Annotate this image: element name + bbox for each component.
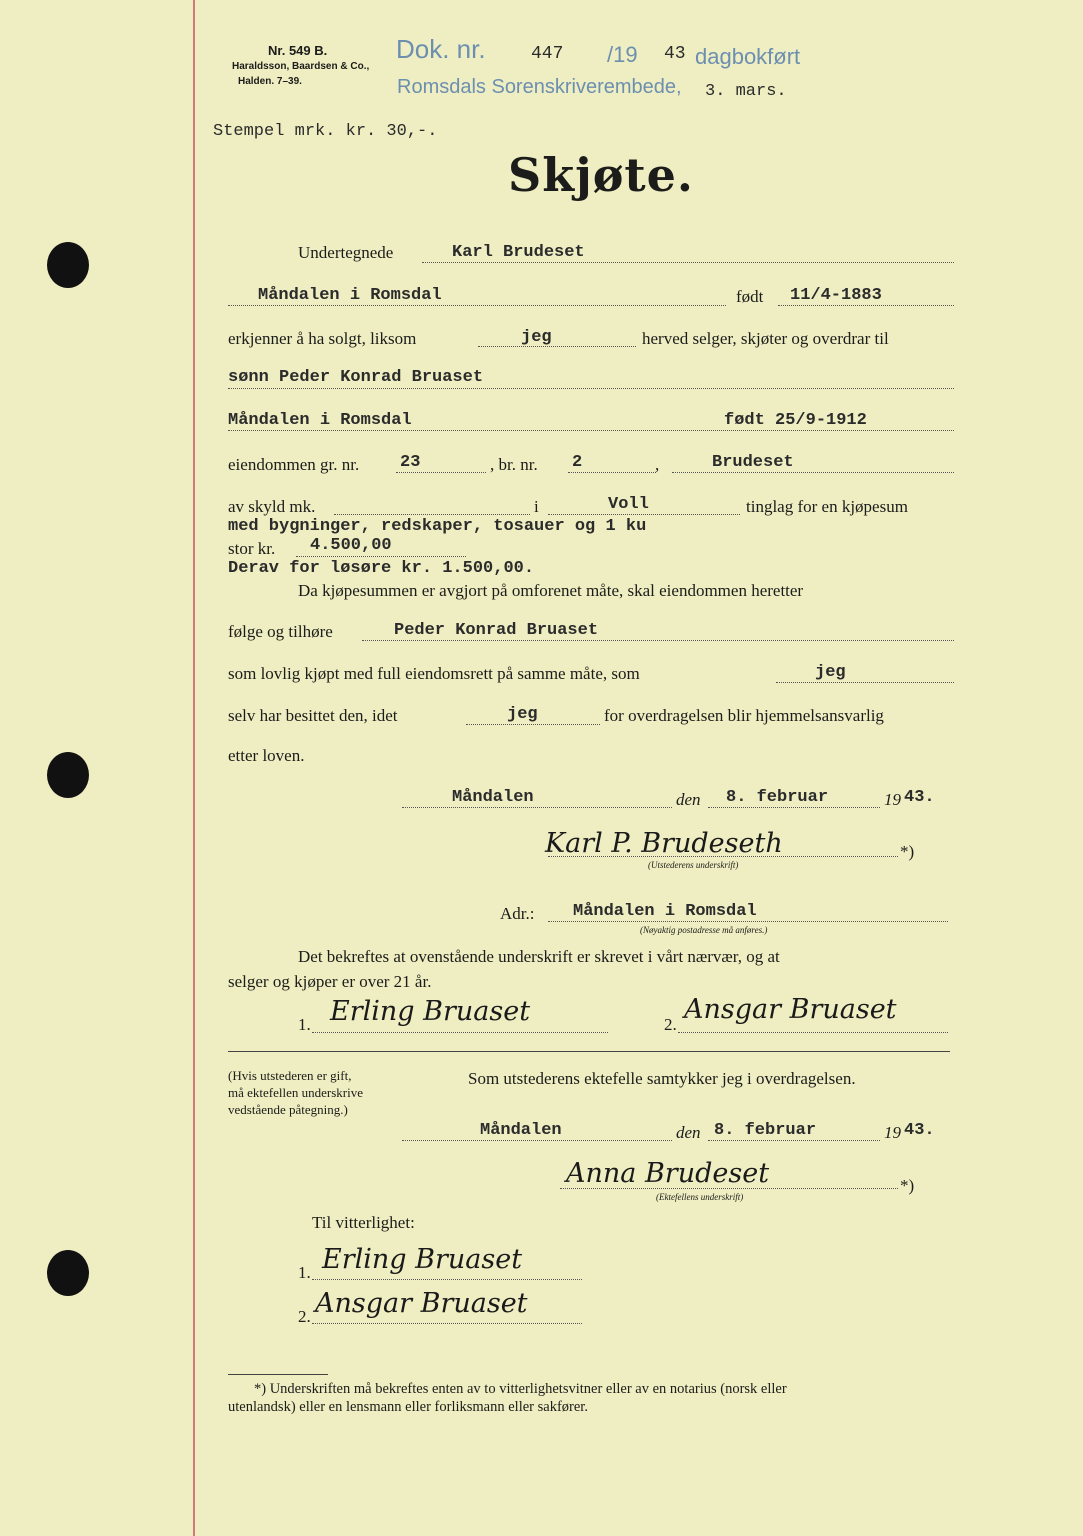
date2-date-field <box>708 1140 880 1141</box>
spouse-signature: Anna Brudeset <box>566 1158 770 1189</box>
seller-name: Karl Brudeset <box>452 243 585 262</box>
seller-name-field <box>422 262 954 263</box>
buyer-place-field <box>228 430 954 431</box>
date1-year-prefix: 19 <box>884 790 901 809</box>
farm-name: Brudeset <box>712 453 794 472</box>
date2-place-field <box>402 1140 672 1141</box>
confirm-line-2: selger og kjøper er over 21 år. <box>228 972 432 991</box>
address-caption: (Nøyaktig postadresse må anføres.) <box>640 925 768 935</box>
pronoun1-field <box>478 346 636 347</box>
footnote-line-1: *) Underskriften må bekreftes enten av to vitterlighetsvitner eller av en notarius (norsk eller <box>254 1381 787 1397</box>
vitterlighet-sig2: Ansgar Bruaset <box>315 1288 528 1319</box>
date1-date-field <box>708 807 880 808</box>
etter-label: etter loven. <box>228 746 305 765</box>
signature1-caption: (Utstederens underskrift) <box>648 860 739 870</box>
address-label: Adr.: <box>500 904 535 923</box>
pronoun3: jeg <box>507 705 538 724</box>
erkjenner-label: erkjenner å ha solgt, liksom <box>228 329 417 348</box>
page-title: Skjøte. <box>508 148 694 202</box>
address-value: Måndalen i Romsdal <box>573 902 757 921</box>
tinglag: Voll <box>608 495 649 514</box>
date2-den: den <box>676 1123 701 1142</box>
buyer-place: Måndalen i Romsdal <box>228 411 412 430</box>
price: 4.500,00 <box>310 536 392 555</box>
address-field <box>548 921 948 922</box>
stamp-dagbok: dagbokført <box>695 44 801 69</box>
selv-label: selv har besittet den, idet <box>228 706 398 725</box>
pronoun1: jeg <box>521 328 552 347</box>
derav-line: Derav for løsøre kr. 1.500,00. <box>228 559 535 578</box>
seller-signature-line <box>548 856 898 857</box>
punch-hole <box>47 1250 89 1296</box>
confirm-n2: 2. <box>664 1015 677 1034</box>
gr-nr-field <box>396 472 486 473</box>
printer-line-1: Haraldsson, Baardsen & Co., <box>232 61 370 72</box>
punch-hole <box>47 752 89 798</box>
skyld-field <box>334 514 530 515</box>
date1-den: den <box>676 790 701 809</box>
date1-year: 43. <box>904 788 935 807</box>
vitterlighet-sig1-line <box>312 1279 582 1280</box>
stamp-office: Romsdals Sorenskriverembede, <box>397 76 682 98</box>
date2-place: Måndalen <box>480 1121 562 1140</box>
spouse-note-1: (Hvis utstederen er gift, <box>228 1068 352 1083</box>
seller-born-field <box>778 305 954 306</box>
comma: , <box>655 455 660 474</box>
confirm-n1: 1. <box>298 1015 311 1034</box>
i-label: i <box>534 497 539 516</box>
br-nr: 2 <box>572 453 583 472</box>
fodt-label: født <box>736 287 764 306</box>
printer-line-2: Halden. 7–39. <box>238 76 302 87</box>
stamp-date: 3. mars. <box>705 82 787 101</box>
spouse-caption: (Ektefellens underskrift) <box>656 1192 744 1202</box>
seller-place-field <box>228 305 726 306</box>
folge-label: følge og tilhøre <box>228 622 333 641</box>
seller-place: Måndalen i Romsdal <box>258 286 442 305</box>
confirm-sig2-line <box>678 1032 948 1033</box>
seller-signature: Karl P. Brudeseth <box>545 828 783 859</box>
buyer-field <box>228 388 954 389</box>
confirm-line-1: Det bekreftes at ovenstående underskrift er skrevet i vårt nærvær, og at <box>298 947 780 966</box>
spouse-star: *) <box>900 1176 915 1195</box>
vitterlighet-n1: 1. <box>298 1263 311 1282</box>
lovlig-label: som lovlig kjøpt med full eiendomsrett på samme måte, som <box>228 664 640 683</box>
seller-born: 11/4-1883 <box>790 286 882 305</box>
vitterlighet-label: Til vitterlighet: <box>312 1213 415 1232</box>
br-label: , br. nr. <box>490 455 538 474</box>
margin-line <box>193 0 195 1536</box>
divider <box>228 1051 950 1052</box>
spouse-note-2: må ektefellen underskrive <box>228 1085 363 1100</box>
stamp-year: 43 <box>664 44 686 64</box>
avskyld-label: av skyld mk. <box>228 497 316 516</box>
folge-field <box>362 640 954 641</box>
confirm-sig2: Ansgar Bruaset <box>684 994 897 1025</box>
extra-line: med bygninger, redskaper, tosauer og 1 ku <box>228 517 647 536</box>
overdrag-label: for overdragelsen blir hjemmelsansvarlig <box>604 706 884 725</box>
punch-hole <box>47 242 89 288</box>
date2-year-prefix: 19 <box>884 1123 901 1142</box>
spouse-consent: Som utstederens ektefelle samtykker jeg i overdragelsen. <box>468 1069 856 1088</box>
confirm-sig1: Erling Bruaset <box>330 996 531 1027</box>
eiendommen-label: eiendommen gr. nr. <box>228 455 360 474</box>
stempel-line: Stempel mrk. kr. 30,-. <box>213 122 438 141</box>
date1-place-field <box>402 807 672 808</box>
date1-date: 8. februar <box>726 788 829 807</box>
br-nr-field <box>568 472 656 473</box>
stamp-doc-number: 447 <box>531 44 564 64</box>
footnote-rule <box>228 1374 328 1375</box>
signature1-star: *) <box>900 842 915 861</box>
gr-nr: 23 <box>400 453 421 472</box>
confirm-sig1-line <box>312 1032 608 1033</box>
date1-place: Måndalen <box>452 788 534 807</box>
footnote-line-2: utenlandsk) eller en lensmann eller forliksmann eller sakfører. <box>228 1399 588 1415</box>
spouse-note-3: vedstående påtegning.) <box>228 1102 348 1117</box>
herved-label: herved selger, skjøter og overdrar til <box>642 329 889 348</box>
spouse-signature-line <box>560 1188 898 1189</box>
pronoun2-field <box>776 682 954 683</box>
date2-date: 8. februar <box>714 1121 817 1140</box>
price-field <box>296 556 466 557</box>
form-number: Nr. 549 B. <box>268 43 328 58</box>
stor-label: stor kr. <box>228 539 276 558</box>
farm-field <box>672 472 954 473</box>
paragraph1: Da kjøpesummen er avgjort på omforenet måte, skal eiendommen heretter <box>298 581 804 600</box>
folge-name: Peder Konrad Bruaset <box>394 621 599 640</box>
buyer-line: sønn Peder Konrad Bruaset <box>228 368 484 387</box>
buyer-born: født 25/9-1912 <box>724 411 867 430</box>
tinglag-field <box>548 514 740 515</box>
tinglag-label: tinglag for en kjøpesum <box>746 497 908 516</box>
stamp-dok-label: Dok. nr. <box>396 34 486 64</box>
pronoun2: jeg <box>815 663 846 682</box>
vitterlighet-sig1: Erling Bruaset <box>322 1244 523 1275</box>
undertegnede-label: Undertegnede <box>298 243 394 262</box>
vitterlighet-sig2-line <box>312 1323 582 1324</box>
vitterlighet-n2: 2. <box>298 1307 311 1326</box>
pronoun3-field <box>466 724 600 725</box>
stamp-year-prefix: /19 <box>607 42 638 67</box>
date2-year: 43. <box>904 1121 935 1140</box>
